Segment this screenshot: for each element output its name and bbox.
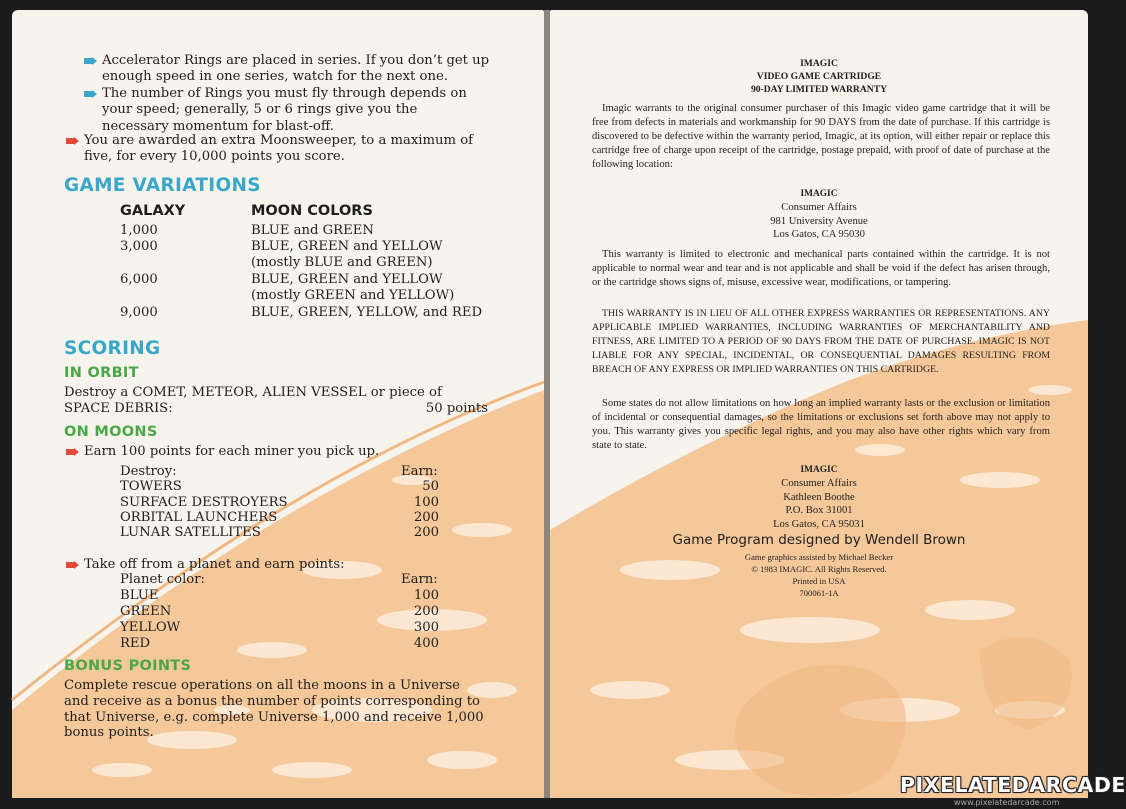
blue-arrow-icon [84, 57, 97, 65]
galaxy-value: 6,000 [120, 272, 158, 287]
planet-color-points: 400 [413, 636, 439, 651]
planet-color-points: 100 [413, 588, 439, 603]
warranty-paragraph-1: Imagic warrants to the original consumer purchaser of this Imagic video game cartridge that it will be free from defects in materials and workmanship for 90 DAYS from the date of purchase. If this cartridge is discovered to be defective within the warranty period, Imagic, at its option, will either repair or replace this cartridge free of charge upon receipt of the cartridge, postage prepaid, with proof of date of purchase at the following location: [592, 103, 1050, 170]
right-page [550, 10, 1088, 798]
red-arrow-icon [66, 561, 79, 569]
copyright-block: Game graphics assisted by Michael Becker © 1983 IMAGIC. All Rights Reserved. Printed in USA 700061-1A [744, 552, 894, 598]
moon-colors-value: BLUE, GREEN, YELLOW, and RED [251, 305, 483, 320]
destroy-points: 100 [413, 495, 439, 510]
moon-colors-value: BLUE, GREEN and YELLOW (mostly BLUE and GREEN) [251, 239, 443, 270]
red-arrow-icon [66, 137, 79, 145]
galaxy-column-header: GALAXY [120, 203, 186, 219]
moon-colors-column-header: MOON COLORS [251, 203, 373, 219]
scoring-heading: SCORING [64, 338, 161, 359]
blue-arrow-icon [84, 90, 97, 98]
watermark-logo: PIXELATEDARCADE [900, 773, 1126, 797]
planet-color-item: YELLOW [120, 620, 181, 635]
planet-color-points: 300 [413, 620, 439, 635]
bonus-points-text: Complete rescue operations on all the moons in a Universe and receive as a bonus the number of points corresponding to that Universe, e.g. complete Universe 1,000 and receive 1,000 bonus points. [64, 678, 484, 741]
destroy-points: 200 [413, 510, 439, 525]
destroy-item: LUNAR SATELLITES [120, 525, 261, 540]
in-orbit-text-line2: SPACE DEBRIS: [64, 401, 173, 416]
destroy-points: 50 [422, 479, 439, 494]
game-program-credit: Game Program designed by Wendell Brown [672, 532, 966, 548]
address-block-2: IMAGIC Consumer Affairs Kathleen Boothe P.O. Box 31001 Los Gatos, CA 95031 [773, 465, 865, 530]
moon-colors-value: BLUE and GREEN [251, 223, 374, 238]
planet-color-label: Planet color: [120, 572, 205, 587]
left-page [12, 10, 544, 798]
destroy-item: SURFACE DESTROYERS [120, 495, 288, 510]
warranty-paragraph-2: This warranty is limited to electronic and mechanical parts contained within the cartridge. It is not applicable to normal wear and tear and is not applicable and shall be void if the defect has arisen through, or the cartridge shows signs of, misuse, excessive wear, modifications, or tampering. [592, 249, 1050, 288]
red-arrow-icon [66, 448, 79, 456]
earn-label: Earn: [401, 572, 438, 587]
bullet-takeoff-points: Take off from a planet and earn points: [84, 557, 345, 573]
warranty-paragraph-3: THIS WARRANTY IS IN LIEU OF ALL OTHER EXPRESS WARRANTIES OR REPRESENTATIONS. ANY APPLICABLE IMPLIED WARRANTIES, INCLUDING WARRANTIES OF MERCHANTABILITY AND FITNESS, ARE LIMITED TO A PERIOD OF 90 DAYS FROM THE DATE OF PURCHASE. IMAGIC IS NOT LIABLE FOR ANY SPECIAL, INCIDENTAL, OR CONSEQUENTIAL DAMAGES RESULTING FROM BREACH OF ANY EXPRESS OR IMPLIED WARRANTIES ON THIS CARTRIDGE. [592, 308, 1050, 375]
planet-color-item: RED [120, 636, 151, 651]
destroy-item: TOWERS [120, 479, 182, 494]
on-moons-heading: ON MOONS [64, 424, 158, 440]
destroy-points: 200 [413, 525, 439, 540]
planet-color-points: 200 [413, 604, 439, 619]
warranty-header: IMAGIC VIDEO GAME CARTRIDGE 90-DAY LIMITED WARRANTY [750, 58, 888, 96]
game-variations-heading: GAME VARIATIONS [64, 175, 261, 196]
galaxy-value: 1,000 [120, 223, 158, 238]
watermark-url: www.pixelatedarcade.com [954, 798, 1060, 807]
in-orbit-text-line1: Destroy a COMET, METEOR, ALIEN VESSEL or piece of [64, 385, 442, 400]
bullet-miner-points: Earn 100 points for each miner you pick up. [84, 444, 379, 460]
destroy-label: Destroy: [120, 464, 177, 479]
earn-label: Earn: [401, 464, 438, 479]
bonus-points-heading: BONUS POINTS [64, 658, 192, 674]
planet-color-item: GREEN [120, 604, 172, 619]
moon-colors-value: BLUE, GREEN and YELLOW (mostly GREEN and YELLOW) [251, 272, 455, 303]
in-orbit-heading: IN ORBIT [64, 365, 139, 381]
bullet-extra-moonsweeper: You are awarded an extra Moonsweeper, to a maximum of five, for every 10,000 points you score. [84, 133, 473, 166]
galaxy-value: 9,000 [120, 305, 158, 320]
in-orbit-points: 50 points [425, 401, 488, 416]
warranty-paragraph-4: Some states do not allow limitations on how long an implied warranty lasts or the exclusion or limitation of incidental or consequential damages, so the limitations or exclusions set forth above may not apply to you. This warranty gives you specific legal rights, and you may also have other rights which vary from state to state. [592, 398, 1050, 451]
bullet-accelerator-rings: Accelerator Rings are placed in series. If you don’t get up enough speed in one series, watch for the next one. [102, 53, 489, 86]
planet-color-item: BLUE [120, 588, 159, 603]
address-block-1: IMAGIC Consumer Affairs 981 University Avenue Los Gatos, CA 95030 [770, 189, 868, 241]
destroy-item: ORBITAL LAUNCHERS [120, 510, 278, 525]
bullet-number-of-rings: The number of Rings you must fly through depends on your speed; generally, 5 or 6 rings give you the necessary momentum for blast-off. [102, 86, 467, 135]
galaxy-value: 3,000 [120, 239, 158, 254]
